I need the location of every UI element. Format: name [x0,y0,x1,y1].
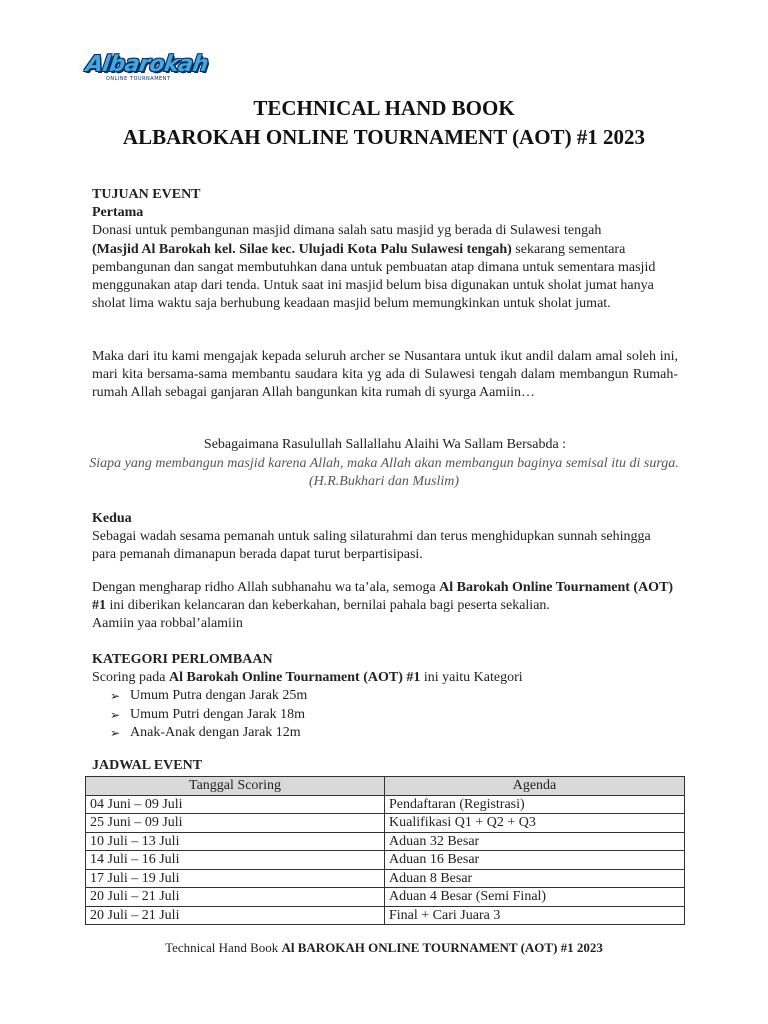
kategori-intro-a: Scoring pada [92,670,169,686]
pertama-p1-text-c: sekarang sementara pembangunan dan sangat membutuhkan dana untuk pembuatan atap dimana untuk sementara masjid menggunakan atap dari tenda. Untuk saat ini masjid belum bisa digunakan untuk sholat jumat hanya sholat lima waktu saja berhubung keadaan masjid belum memungkinkan untuk sholat jumat. [92,241,656,312]
table-cell-date: 20 Juli – 21 Juli [86,906,385,925]
kategori-heading: KATEGORI PERLOMBAAN [92,652,273,667]
list-item: ➢ Umum Putra dengan Jarak 25m [110,687,678,705]
tujuan-section [92,186,678,313]
table-row [86,832,685,851]
logo-subtitle: ONLINE TOURNAMENT [106,76,171,82]
table-cell-agenda: Aduan 4 Besar (Semi Final) [385,888,685,907]
page-footer [0,940,768,956]
table-cell-date: 25 Juni – 09 Juli [86,814,385,833]
column-header-tanggal: Tanggal Scoring [86,777,385,796]
table-cell-agenda: Aduan 8 Besar [385,869,685,888]
kategori-intro [92,669,678,687]
kedua-paragraph-2 [92,579,678,634]
kategori-intro-bold: Al Barokah Online Tournament (AOT) #1 [168,670,421,686]
table-cell-agenda: Pendaftaran (Registrasi) [385,795,685,814]
pertama-p1-text-a: Donasi untuk pembangunan masjid dimana salah satu masjid yg berada di Sulawesi tengah [92,223,602,239]
list-item: ➢ Umum Putri dengan Jarak 18m [110,706,678,724]
table-cell-agenda: Kualifikasi Q1 + Q2 + Q3 [385,814,685,833]
table-row [86,814,685,833]
table-cell-date: 14 Juli – 16 Juli [86,851,385,870]
document-title-line1: TECHNICAL HAND BOOK [253,96,515,120]
table-row [86,906,685,925]
table-cell-date: 04 Juni – 09 Juli [86,795,385,814]
table-cell-agenda: Aduan 16 Besar [385,851,685,870]
kedua-p2-text-d: Aamiin yaa robbal’alamiin [92,616,243,632]
hadith-text: Siapa yang membangun masjid karena Allah, maka Allah akan membangun baginya semisal itu di surga.(H.R.Bukhari dan Muslim) [89,456,679,490]
pertama-paragraph-1 [92,222,678,313]
table-cell-agenda: Final + Cari Juara 3 [385,906,685,925]
footer-text-bold: Al BAROKAH ONLINE TOURNAMENT (AOT) #1 2023 [281,940,603,955]
jadwal-heading: JADWAL EVENT [92,758,203,773]
hadith-intro: Sebagaimana Rasulullah Sallallahu Alaihi Wa Sallam Bersabda : [203,437,567,452]
kategori-section [92,651,678,742]
kategori-intro-c: ini yaitu Kategori [420,670,523,686]
logo-wordmark: Albarokah [84,52,210,77]
masjid-name: (Masjid Al Barokah kel. Silae kec. Ulujadi Kota Palu Sulawesi tengah) [92,241,512,257]
albarokah-logo [80,50,210,90]
table-cell-date: 20 Juli – 21 Juli [86,888,385,907]
document-title-line2: ALBAROKAH ONLINE TOURNAMENT (AOT) #1 2023 [122,125,646,149]
table-row [86,851,685,870]
table-row [86,795,685,814]
tujuan-heading: TUJUAN EVENT [92,187,201,202]
footer-text-a: Technical Hand Book [165,940,282,955]
kedua-paragraph-1: Sebagai wadah sesama pemanah untuk saling silaturahmi dan terus menghidupkan sunnah sehingga para pemanah dimanapun berada dapat turut berpartisipasi. [92,529,651,563]
table-cell-date: 17 Juli – 19 Juli [86,869,385,888]
kedua-section [92,510,678,565]
pertama-paragraph-2: Maka dari itu kami mengajak kepada seluruh archer se Nusantara untuk ikut andil dalam amal soleh ini, mari kita bersama-sama membantu saudara kita yg ada di Sulawesi tengah dalam membangun Rumah-rumah Allah sebagai ganjaran Allah bangunkan kita rumah di syurga Aamiin… [92,349,678,401]
list-item: ➢ Anak-Anak dengan Jarak 12m [110,724,678,742]
column-header-agenda: Agenda [385,777,685,796]
table-row [86,888,685,907]
kategori-list [92,687,678,742]
table-header-row [86,777,685,796]
aot-name: Al Barokah Online Tournament (AOT) #1 [92,580,674,614]
jadwal-table [85,776,685,925]
kedua-p2-text-a: Dengan mengharap ridho Allah subhanahu wa ta’ala, semoga [92,580,440,595]
kedua-heading: Kedua [92,511,132,526]
table-cell-date: 10 Juli – 13 Juli [86,832,385,851]
kedua-p2-text-c: ini diberikan kelancaran dan keberkahan, bernilai pahala bagi peserta sekalian. [106,598,550,614]
table-cell-agenda: Aduan 32 Besar [385,832,685,851]
table-row [86,869,685,888]
pertama-heading: Pertama [92,205,144,221]
